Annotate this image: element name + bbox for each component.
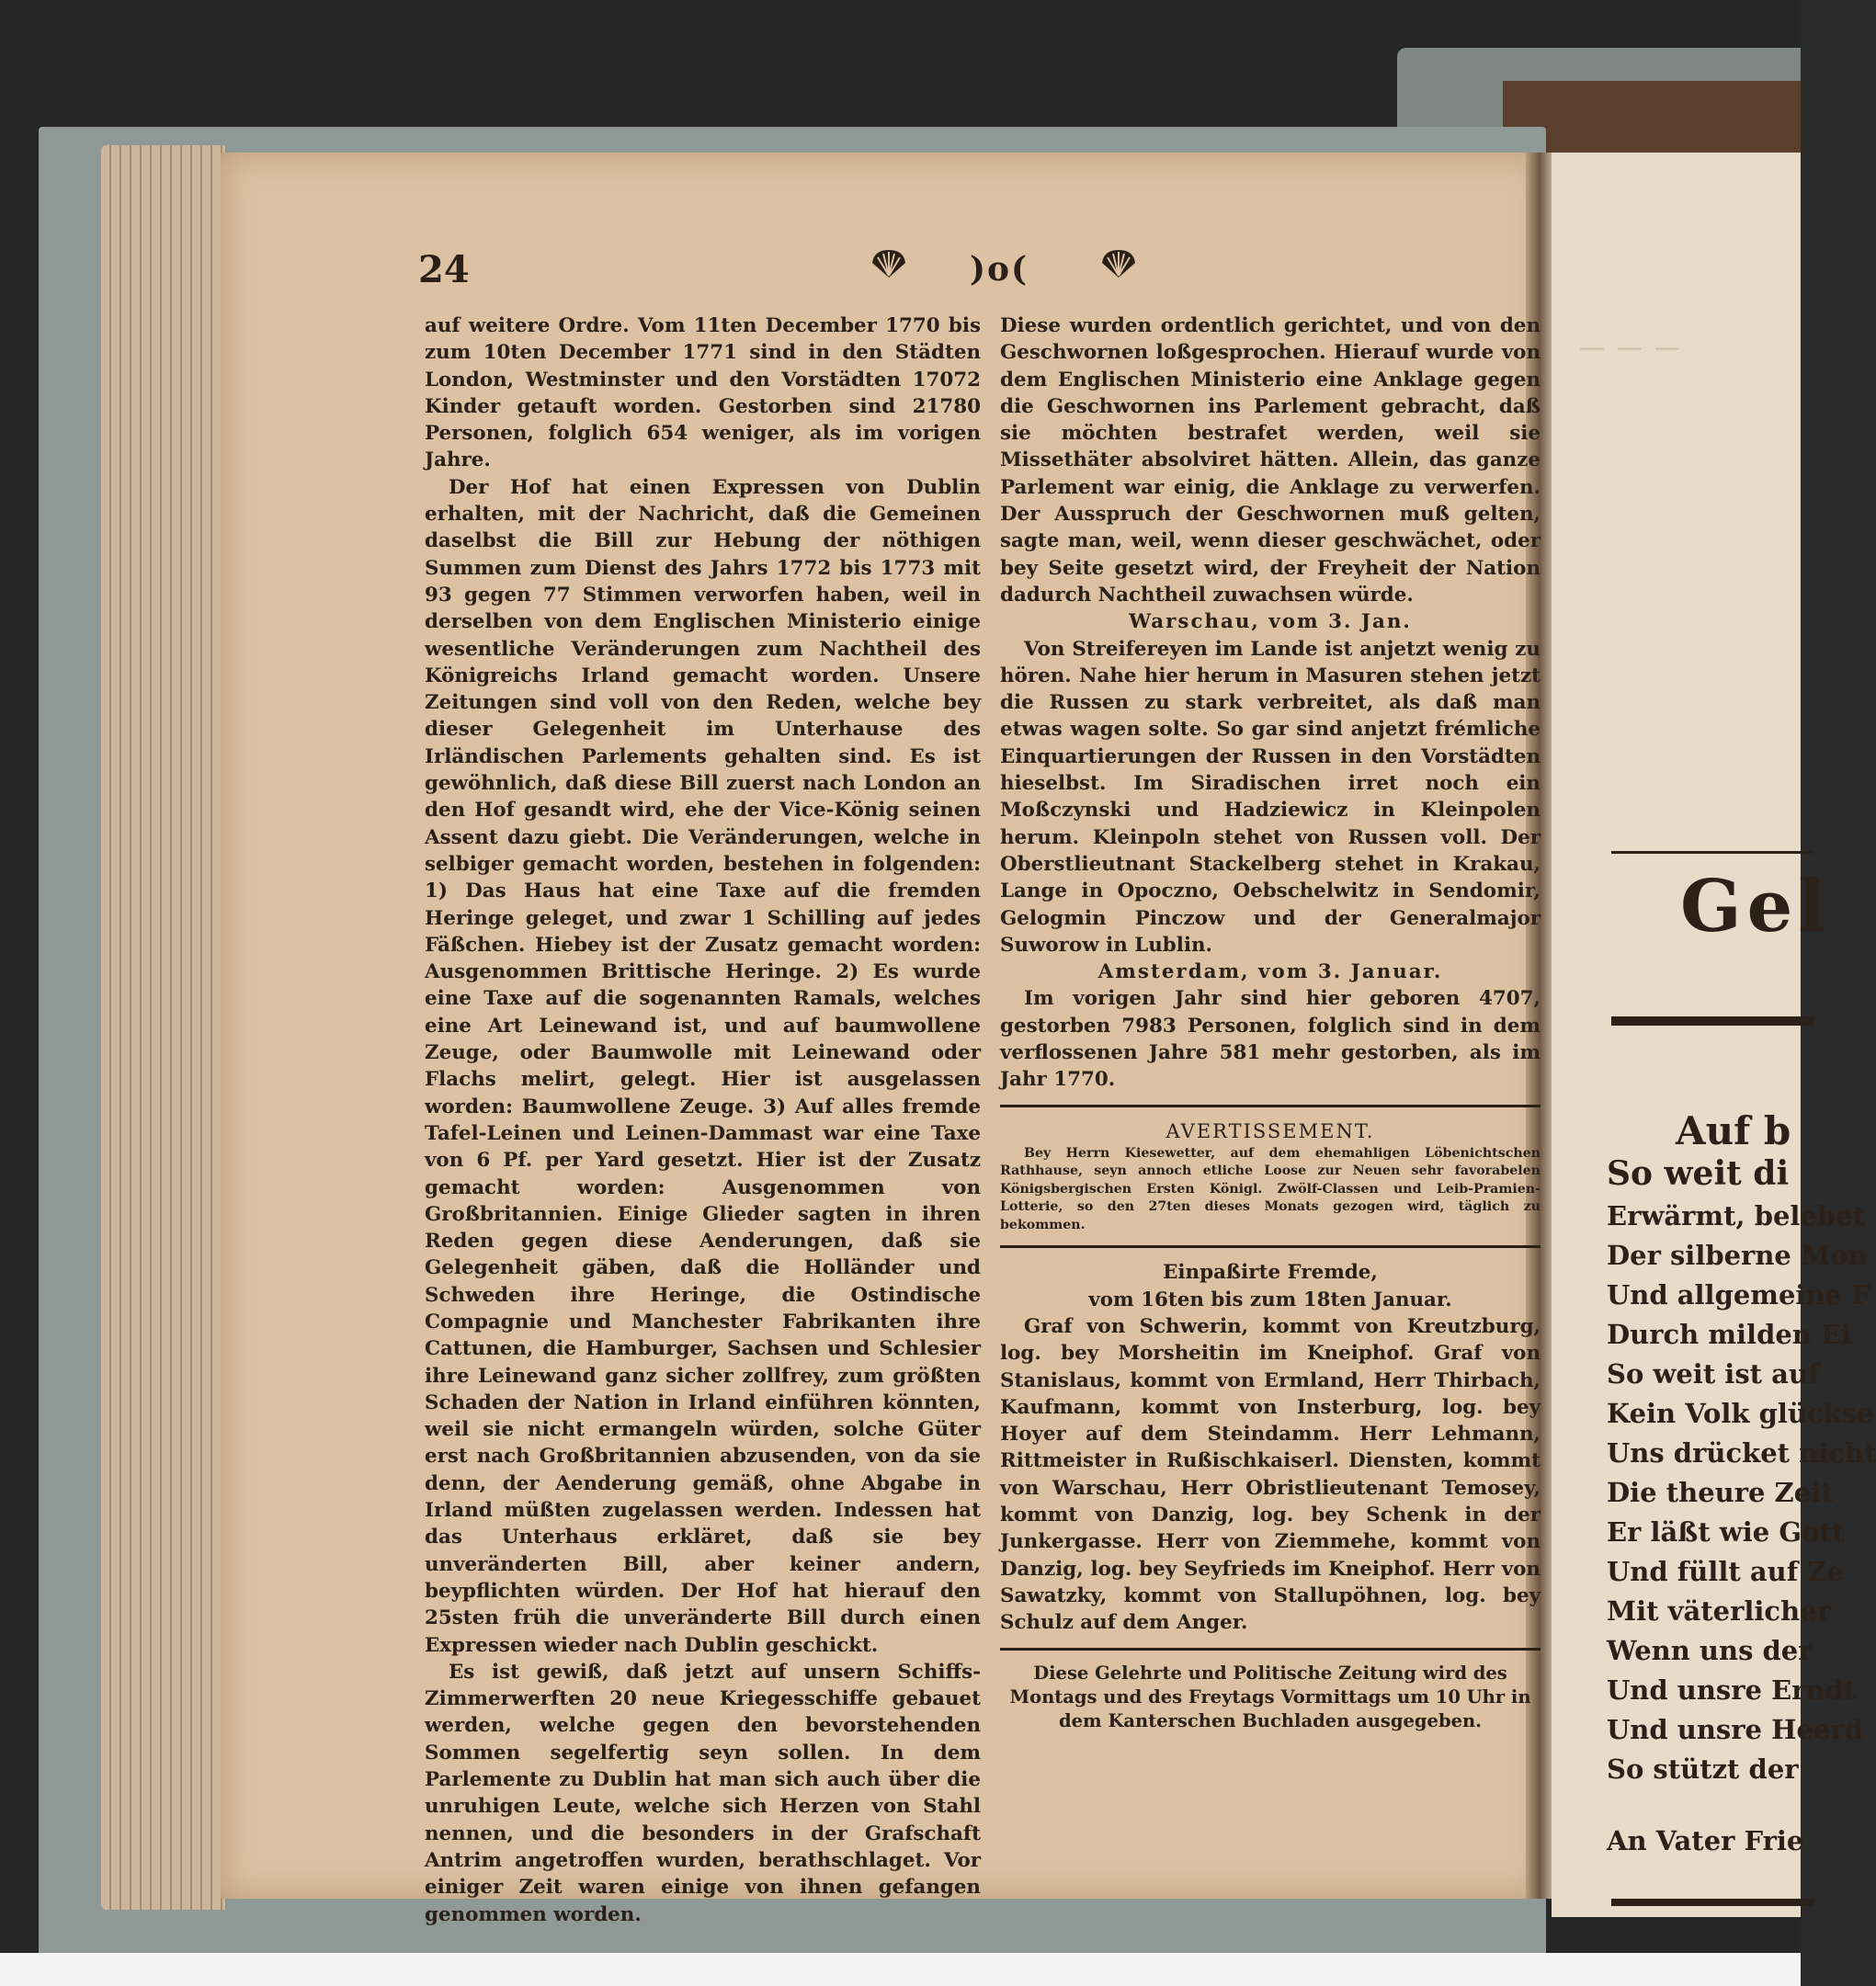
- left-column: [425, 312, 981, 1928]
- right-column: [1000, 312, 1541, 1733]
- arrivals-paragraph: Graf von Schwerin, kommt von Kreutzburg, log. bey Morsheitin im Kneiphof. Graf von Stanislaus, kommt von Ermland, Herr Thirbach, Kaufmann, kommt von Insterburg, log. bey Hoyer auf dem Steindamm. Herr Lehmann, Rittmeister in Rußischkaiserl. Diensten, kommt von Warschau, Herr Obristlieutenant Temosey, kommt von Danzig, log. bey Schenk in der Junkergasse. Herr von Ziemmehe, kommt von Danzig, log. bey Seyfrieds im Kneiphof. Herr von Sawatzky, kommt von Stallupöhnen, log. bey Schulz auf dem Anger.: [1000, 1315, 1541, 1635]
- faint-bleed-text: — — —: [1579, 332, 1682, 362]
- facing-line: Und füllt auf Ze: [1607, 1556, 1844, 1587]
- book-spine-top: [1503, 81, 1801, 164]
- article-paragraph: Der Hof hat einen Expressen von Dublin erhalten, mit der Nachricht, daß die Gemeinen daselbst die Bill zur Hebung der nöthigen Summen zum Dienst des Jahrs 1772 bis 1773 mit 93 gegen 77 Stimmen verworfen haben, weil in derselben von dem Englischen Ministerio einige wesentliche Veränderungen zum Nachtheil des Königreichs Irland gemacht worden. Unsere Zeitungen sind voll von den Reden, welche bey dieser Gelegenheit im Unterhause des Irländischen Parlements gehalten sind. Es ist gewöhnlich, daß diese Bill zuerst nach London an den Hof gesandt wird, ehe der Vice-König seinen Assent dazu giebt. Die Veränderungen, welche in selbiger gemacht worden, bestehen in folgenden: 1) Das Haus hat eine Taxe auf die fremden Heringe geleget, und zwar 1 Schilling auf jedes Fäßchen. Hiebey ist der Zusatz gemacht worden: Ausgenommen Brittische Heringe. 2) Es wurde eine Taxe auf die sogenannten Ramals, welches eine Art Leinewand ist, und auf baumwollene Zeuge, oder Baumwolle mit Leinewand oder Flachs melirt, gelegt. Hier ist ausgelassen worden: Baumwollene Zeuge. 3) Auf alles fremde Tafel-Leinen und Leinen-Dammast war eine Taxe von 6 Pf. per Yard gesetzt. Hier ist der Zusatz gemacht worden: Ausgenommen von Großbritannien. Einige Glieder sagten in ihren Reden gegen diese Aenderungen, daß sie Gelegenheit gäben, daß die Holländer und Schweden ihre Heringe, die Ostindische Compagnie und Manchester Fabrikanten ihre Cattunen, die Hamburger, Sachsen und Schlesier ihre Leinewand ganz sicher zollfrey, zum größten Schaden der Nation in Irland einführen könnten, weil sie nicht ermangeln würden, solche Güter erst nach Großbritannien abzusenden, von da sie denn, der Aenderung gemäß, ohne Abgabe in Irland müßten zugelassen werden. Indessen hat das Unterhaus erkläret, daß sie bey unveränderten Bill, aber keiner andern, beypflichten würden. Der Hof hat hierauf den 25sten früh die unveränderte Bill durch einen Expressen wieder nach Dublin geschickt.: [425, 475, 981, 1657]
- facing-line: An Vater Frie: [1607, 1825, 1804, 1856]
- article-paragraph: Es ist gewiß, daß jetzt auf unsern Schiffs-Zimmerwerften 20 neue Kriegesschiffe gebauet werden, welche gegen den bevorstehenden Sommen segelfertig seyn sollen. In dem Parlemente zu Dublin hat man sich auch über die unruhigen Leute, welche sich Herzen von Stahl nennen, und die besonders in der Grafschaft Antrim angetroffen wurden, berathschlaget. Vor einiger Zeit waren einige von ihnen gefangen genommen worden.: [425, 1660, 981, 1926]
- arrivals-title: Einpaßirte Fremde,: [1163, 1261, 1378, 1285]
- shell-ornament-icon: [869, 248, 909, 279]
- facing-line: So weit ist auf: [1607, 1358, 1820, 1390]
- facing-line: So stützt der: [1607, 1753, 1799, 1785]
- facing-line: Durch milden Ei: [1607, 1319, 1852, 1350]
- section-divider: [1000, 1105, 1541, 1107]
- facing-page-heading: Auf b: [1676, 1108, 1791, 1153]
- avertissement-title: AVERTISSEMENT.: [1165, 1119, 1375, 1142]
- header-ornament: )o(: [970, 250, 1029, 289]
- facing-line: Kein Volk glückse: [1607, 1398, 1874, 1429]
- facing-page: [1552, 153, 1876, 1917]
- page-edges: [101, 145, 225, 1910]
- facing-line: Wenn uns der: [1607, 1635, 1813, 1666]
- section-divider: [1000, 1648, 1541, 1651]
- article-paragraph: auf weitere Ordre. Vom 11ten December 1770 bis zum 10ten December 1771 sind in den Städten London, Westminster und den Vorstädten 17072 Kinder getauft worden. Gestorben sind 21780 Personen, folglich 654 weniger, als im vorigen Jahre.: [425, 314, 981, 472]
- facing-line: So weit di: [1607, 1154, 1790, 1193]
- warsaw-dateline: Warschau, vom 3. Jan.: [1129, 610, 1412, 634]
- article-paragraph: Im vorigen Jahr sind hier geboren 4707, gestorben 7983 Personen, folglich sind in dem verflossenen Jahre 581 mehr gestorben, als im Jahr 1770.: [1000, 987, 1541, 1092]
- facing-line: Und unsre Erndt: [1607, 1674, 1857, 1706]
- facing-line: Der silberne Mon: [1607, 1240, 1868, 1271]
- arrivals-subtitle: vom 16ten bis zum 18ten Januar.: [1088, 1288, 1452, 1311]
- bottom-margin: [0, 1953, 1801, 1986]
- amsterdam-dateline: Amsterdam, vom 3. Januar.: [1097, 960, 1443, 984]
- facing-rule-footer: [1611, 1899, 1813, 1906]
- facing-line: Und unsre Heerd: [1607, 1714, 1863, 1745]
- publication-footer: Diese Gelehrte und Politische Zeitung wird des Montags und des Freytags Vormittags um 10 Uhr in dem Kanterschen Buchladen ausgegeben.: [1009, 1662, 1531, 1731]
- article-paragraph: Von Streifereyen im Lande ist anjetzt wenig zu hören. Nahe hier herum in Masuren stehen jetzt die Russen zu stark verbreitet, als daß man etwas wagen solte. So gar sind anjetzt frémliche Einquartierungen der Russen in den Vorstädten hieselbst. Im Siradischen irret noch ein Moßczynski und Hadziewicz in Kleinpolen herum. Kleinpoln stehet von Russen voll. Der Oberstlieutnant Stackelberg stehet in Krakau, Lange in Opoczno, Oebschelwitz in Sendomir, Gelogmin Pinczow und der Generalmajor Suworow in Lublin.: [1000, 637, 1541, 957]
- facing-line: Mit väterlicher: [1607, 1595, 1831, 1627]
- facing-page-title: Gel: [1680, 865, 1831, 948]
- facing-line: Uns drücket nicht: [1607, 1437, 1876, 1469]
- section-divider: [1000, 1245, 1541, 1248]
- facing-rule-bottom: [1611, 1016, 1813, 1026]
- facing-line: Und allgemeine F: [1607, 1279, 1870, 1311]
- page-number: 24: [418, 248, 470, 291]
- facing-line: Er läßt wie Gott: [1607, 1516, 1845, 1548]
- facing-rule-top: [1611, 851, 1813, 854]
- shell-ornament-icon: [1098, 248, 1139, 279]
- facing-line: Die theure Zeit: [1607, 1477, 1834, 1508]
- avertissement-text: Bey Herrn Kiesewetter, auf dem ehemahligen Löbenichtschen Rathhause, seyn annoch etliche Loose zur Neuen sehr favorabelen Königsbergischen Ersten Königl. Zwölf-Classen und Leib-Pramien-Lotterie, so den 27ten dieses Monats gezogen wird, täglich zu bekommen.: [1000, 1145, 1541, 1232]
- page-header: [418, 248, 1540, 294]
- article-paragraph: Diese wurden ordentlich gerichtet, und von den Geschwornen loßgesprochen. Hierauf wurde von dem Englischen Ministerio eine Anklage gegen die Geschwornen ins Parlement gebracht, daß sie möchten bestrafet werden, weil sie Missethäter absolviret hätten. Allein, das ganze Parlement war einig, die Anklage zu verwerfen. Der Ausspruch der Geschwornen muß gelten, sagte man, weil, wenn dieser geschwächet, oder bey Seite gesetzt wird, der Freyheit der Nation dadurch Nachtheil zuwachsen würde.: [1000, 314, 1541, 607]
- facing-line: Erwärmt, belebet: [1607, 1200, 1866, 1231]
